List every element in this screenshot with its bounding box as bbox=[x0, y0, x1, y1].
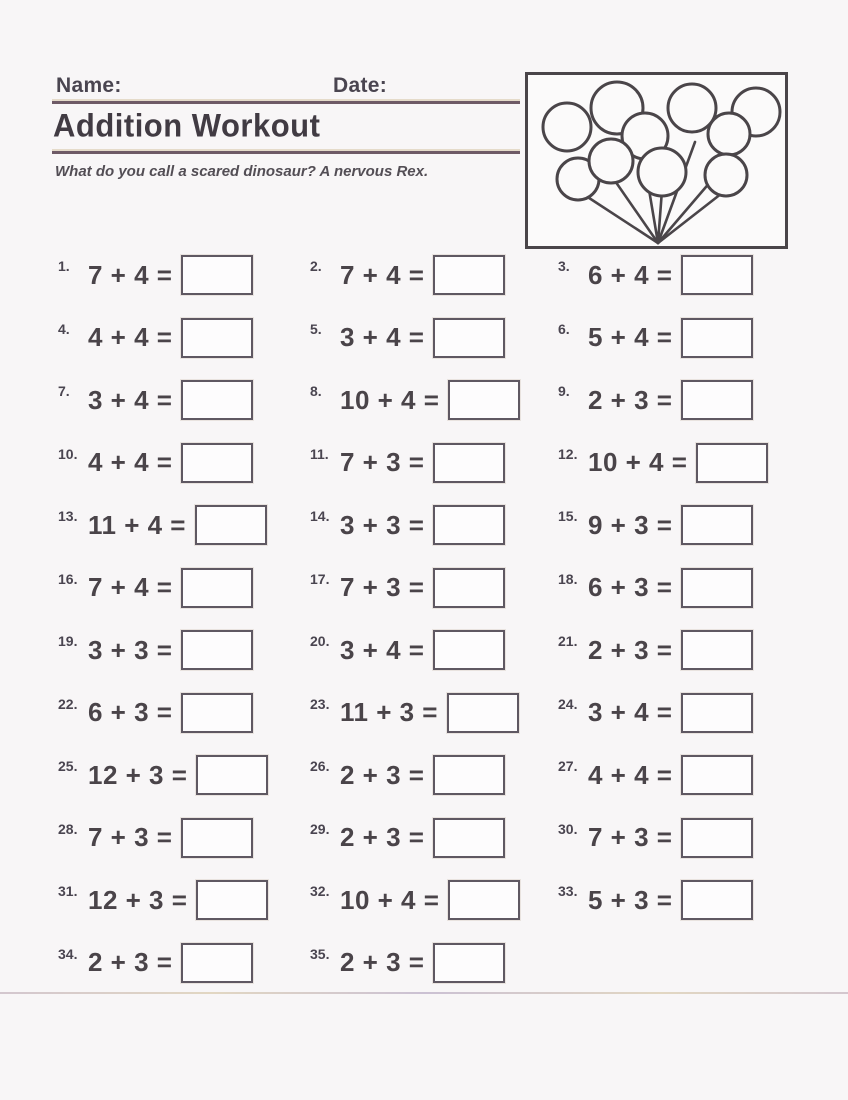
answer-box[interactable] bbox=[681, 255, 753, 295]
answer-box[interactable] bbox=[448, 380, 520, 420]
answer-box[interactable] bbox=[681, 693, 753, 733]
answer-box[interactable] bbox=[433, 818, 505, 858]
problem-expression: 12 + 3 = bbox=[88, 884, 188, 915]
problem-expression: 2 + 3 = bbox=[340, 759, 425, 790]
problem-expression: 2 + 3 = bbox=[588, 634, 673, 665]
answer-box[interactable] bbox=[433, 255, 505, 295]
problem-number: 3. bbox=[558, 258, 570, 275]
problem-expression: 7 + 3 = bbox=[340, 447, 425, 478]
problem bbox=[310, 494, 558, 557]
problem-expression: 4 + 4 = bbox=[88, 322, 173, 353]
problem-number: 22. bbox=[58, 695, 78, 712]
problem bbox=[558, 494, 800, 557]
answer-box[interactable] bbox=[681, 880, 753, 920]
problem-number: 18. bbox=[558, 570, 578, 587]
problem-expression: 2 + 3 = bbox=[588, 384, 673, 415]
problem-expression: 10 + 4 = bbox=[340, 384, 440, 415]
problem-number: 4. bbox=[58, 320, 70, 337]
answer-box[interactable] bbox=[681, 318, 753, 358]
problem bbox=[58, 307, 310, 370]
problem bbox=[310, 369, 558, 432]
problem-number: 29. bbox=[310, 820, 330, 837]
problem-expression: 4 + 4 = bbox=[88, 447, 173, 478]
answer-box[interactable] bbox=[196, 755, 268, 795]
answer-box[interactable] bbox=[681, 818, 753, 858]
answer-box[interactable] bbox=[196, 880, 268, 920]
problem bbox=[58, 369, 310, 432]
problem-number: 5. bbox=[310, 320, 322, 337]
problem-expression: 3 + 4 = bbox=[340, 322, 425, 353]
answer-box[interactable] bbox=[681, 380, 753, 420]
problem-number: 17. bbox=[310, 570, 330, 587]
problem-expression: 7 + 3 = bbox=[588, 822, 673, 853]
problem-number: 33. bbox=[558, 883, 578, 900]
problem-number: 16. bbox=[58, 570, 78, 587]
problem bbox=[558, 307, 800, 370]
problem bbox=[558, 682, 800, 745]
problem-expression: 7 + 4 = bbox=[340, 259, 425, 290]
problem-number: 30. bbox=[558, 820, 578, 837]
problem bbox=[58, 244, 310, 307]
problem bbox=[310, 432, 558, 495]
problem-number: 28. bbox=[58, 820, 78, 837]
page-title: Addition Workout bbox=[53, 107, 321, 144]
problem bbox=[310, 682, 558, 745]
problem-number: 26. bbox=[310, 758, 330, 775]
answer-box[interactable] bbox=[681, 505, 753, 545]
problem bbox=[558, 557, 800, 620]
problem-expression: 10 + 4 = bbox=[588, 447, 688, 478]
answer-box[interactable] bbox=[448, 880, 520, 920]
problem-expression: 3 + 4 = bbox=[88, 384, 173, 415]
problem-expression: 2 + 3 = bbox=[340, 822, 425, 853]
answer-box[interactable] bbox=[681, 568, 753, 608]
problem-number: 10. bbox=[58, 445, 78, 462]
problem bbox=[58, 619, 310, 682]
answer-box[interactable] bbox=[433, 755, 505, 795]
problem-expression: 6 + 3 = bbox=[88, 697, 173, 728]
problem-expression: 2 + 3 = bbox=[88, 947, 173, 978]
problem bbox=[310, 744, 558, 807]
footer-scan-line bbox=[0, 992, 848, 994]
problem-expression: 2 + 3 = bbox=[340, 947, 425, 978]
problem-expression: 9 + 3 = bbox=[588, 509, 673, 540]
problem bbox=[310, 557, 558, 620]
problem-number: 21. bbox=[558, 633, 578, 650]
answer-box[interactable] bbox=[681, 630, 753, 670]
problem bbox=[558, 432, 800, 495]
problem-number: 11. bbox=[310, 445, 329, 462]
problem bbox=[58, 932, 310, 995]
title-underline bbox=[52, 151, 520, 154]
problem-number: 2. bbox=[310, 258, 322, 275]
answer-box[interactable] bbox=[433, 630, 505, 670]
answer-box[interactable] bbox=[181, 568, 253, 608]
answer-box[interactable] bbox=[696, 443, 768, 483]
answer-box[interactable] bbox=[181, 818, 253, 858]
problem bbox=[310, 932, 558, 995]
problem-expression: 4 + 4 = bbox=[588, 759, 673, 790]
problem-number: 31. bbox=[58, 883, 78, 900]
answer-box[interactable] bbox=[181, 255, 253, 295]
problem-expression: 7 + 3 = bbox=[340, 572, 425, 603]
problem bbox=[58, 807, 310, 870]
problem-number: 6. bbox=[558, 320, 570, 337]
problem-number: 15. bbox=[558, 508, 578, 525]
problem-expression: 7 + 4 = bbox=[88, 259, 173, 290]
problem bbox=[58, 682, 310, 745]
problem-number: 32. bbox=[310, 883, 330, 900]
problem-number: 19. bbox=[58, 633, 78, 650]
problem-number: 8. bbox=[310, 383, 322, 400]
problem-expression: 11 + 3 = bbox=[340, 697, 438, 728]
problem-number: 25. bbox=[58, 758, 78, 775]
balloons-illustration bbox=[525, 72, 788, 249]
problem bbox=[310, 807, 558, 870]
answer-box[interactable] bbox=[433, 943, 505, 983]
answer-box[interactable] bbox=[433, 505, 505, 545]
problem-number: 13. bbox=[58, 508, 78, 525]
problem-number: 27. bbox=[558, 758, 578, 775]
answer-box[interactable] bbox=[181, 943, 253, 983]
problem-number: 20. bbox=[310, 633, 330, 650]
problem-expression: 7 + 4 = bbox=[88, 572, 173, 603]
joke-text: What do you call a scared dinosaur? A nervous Rex. bbox=[55, 163, 429, 180]
problem bbox=[558, 369, 800, 432]
problem-expression: 3 + 4 = bbox=[340, 634, 425, 665]
problem bbox=[558, 807, 800, 870]
problem-number: 7. bbox=[58, 383, 70, 400]
problem bbox=[58, 494, 310, 557]
answer-box[interactable] bbox=[181, 380, 253, 420]
problem-expression: 3 + 3 = bbox=[88, 634, 173, 665]
balloon-bunch-drawing bbox=[525, 72, 788, 249]
answer-box[interactable] bbox=[181, 443, 253, 483]
problem-number: 9. bbox=[558, 383, 570, 400]
problem-number: 12. bbox=[558, 445, 578, 462]
answer-box[interactable] bbox=[433, 443, 505, 483]
problem bbox=[310, 869, 558, 932]
problem-number: 35. bbox=[310, 945, 330, 962]
answer-box[interactable] bbox=[447, 693, 519, 733]
problem-expression: 10 + 4 = bbox=[340, 884, 440, 915]
problem-expression: 7 + 3 = bbox=[88, 822, 173, 853]
problem bbox=[58, 744, 310, 807]
name-date-underline bbox=[52, 101, 520, 104]
problem bbox=[310, 619, 558, 682]
problem-number: 1. bbox=[58, 258, 70, 275]
answer-box[interactable] bbox=[181, 630, 253, 670]
answer-box[interactable] bbox=[681, 755, 753, 795]
problem-expression: 3 + 3 = bbox=[340, 509, 425, 540]
problem bbox=[58, 432, 310, 495]
answer-box[interactable] bbox=[195, 505, 267, 545]
answer-box[interactable] bbox=[433, 568, 505, 608]
problem-expression: 12 + 3 = bbox=[88, 759, 188, 790]
problem-expression: 6 + 3 = bbox=[588, 572, 673, 603]
problems-grid bbox=[58, 244, 800, 994]
answer-box[interactable] bbox=[433, 318, 505, 358]
problem bbox=[310, 307, 558, 370]
answer-box[interactable] bbox=[181, 693, 253, 733]
problem-expression: 11 + 4 = bbox=[88, 509, 186, 540]
problem-expression: 5 + 4 = bbox=[588, 322, 673, 353]
problem-expression: 3 + 4 = bbox=[588, 697, 673, 728]
problem bbox=[558, 744, 800, 807]
problem-number: 14. bbox=[310, 508, 330, 525]
problem bbox=[558, 244, 800, 307]
problem bbox=[558, 869, 800, 932]
problem-expression: 6 + 4 = bbox=[588, 259, 673, 290]
name-label: Name: bbox=[56, 74, 122, 97]
problem bbox=[58, 869, 310, 932]
date-label: Date: bbox=[333, 74, 388, 97]
answer-box[interactable] bbox=[181, 318, 253, 358]
problem bbox=[310, 244, 558, 307]
problem-number: 23. bbox=[310, 695, 330, 712]
problem-number: 24. bbox=[558, 695, 578, 712]
problem bbox=[558, 619, 800, 682]
problem bbox=[58, 557, 310, 620]
problem-number: 34. bbox=[58, 945, 78, 962]
problem-expression: 5 + 3 = bbox=[588, 884, 673, 915]
